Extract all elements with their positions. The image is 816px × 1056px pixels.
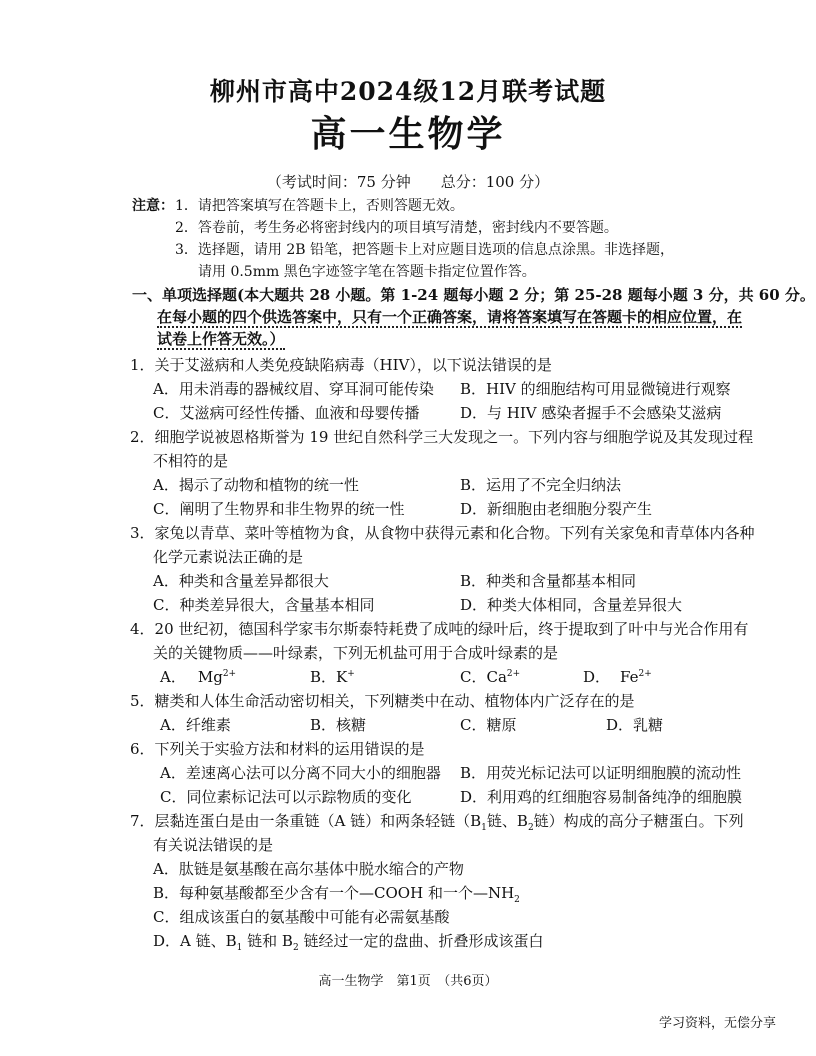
option-b: B．种类和含量都基本相同 [460, 572, 637, 590]
question-stem: 5．糖类和人体生命活动密切相关，下列糖类中在动、植物体内广泛存在的是 [130, 692, 635, 710]
option-c: C．艾滋病可经性传播、血液和母婴传播 [153, 404, 420, 422]
option-d: D．与 HIV 感染者握手不会感染艾滋病 [460, 404, 722, 422]
subscript: 2 [514, 895, 520, 905]
option-a [160, 666, 236, 687]
option-a: A．纤维素 [160, 716, 231, 734]
option-c: C．种类差异很大，含量基本相同 [153, 596, 375, 614]
option-d [583, 666, 652, 687]
ion-charge: 2+ [638, 669, 652, 679]
stem-text: 链）构成的高分子糖蛋白。下列 [533, 812, 744, 830]
notice-item-3: 3．选择题，请用 2B 铅笔，把答题卡上对应题目选项的信息点涂黑。非选择题， [175, 242, 675, 258]
option-c: C．组成该蛋白的氨基酸中可能有必需氨基酸 [153, 908, 450, 926]
subject-title: 高一生物学 [310, 113, 506, 155]
question-stem-cont: 有关说法错误的是 [153, 836, 274, 854]
section-heading-text: 试卷上作答无效。） [157, 330, 285, 348]
option-b: B．核糖 [310, 716, 367, 734]
ion-charge: + [347, 669, 355, 679]
option-b: B．HIV 的细胞结构可用显微镜进行观察 [460, 380, 731, 398]
option-b [153, 882, 520, 905]
option-text: B．每种氨基酸都至少含有一个—COOH 和一个—NH [153, 884, 515, 902]
option-d [153, 930, 543, 953]
option-c: C．同位素标记法可以示踪物质的变化 [160, 788, 412, 806]
option-a: A．用未消毒的器械纹眉、穿耳洞可能传染 [153, 380, 434, 398]
question-stem: 4．20 世纪初，德国科学家韦尔斯泰特耗费了成吨的绿叶后，终于提取到了叶中与光合作用有 [130, 620, 749, 638]
section-heading-text: 在每小题的四个供选答案中，只有一个正确答案，请将答案填写在答题卡的相应位置，在 [157, 308, 743, 326]
option-a: A．肽链是氨基酸在高尔基体中脱水缩合的产物 [153, 860, 464, 878]
question-stem: 3．家兔以青草、菜叶等植物为食，从食物中获得元素和化合物。下列有关家兔和青草体内各种 [130, 524, 755, 542]
option-label: A． [160, 668, 186, 686]
notice-item-3-cont: 请用 0.5mm 黑色字迹签字笔在答题卡指定位置作答。 [198, 264, 536, 280]
section-heading-line-3 [157, 328, 285, 349]
option-label: D． [583, 668, 611, 686]
option-a: A．揭示了动物和植物的统一性 [153, 476, 359, 494]
option-b: B．运用了不完全归纳法 [460, 476, 622, 494]
subscript: 2 [527, 823, 534, 833]
option-d: D．新细胞由老细胞分裂产生 [460, 500, 653, 518]
notice-item-2: 2．答卷前，考生务必将密封线内的项目填写清楚，密封线内不要答题。 [175, 220, 618, 236]
question-stem: 2．细胞学说被恩格斯誉为 19 世纪自然科学三大发现之一。下列内容与细胞学说及其发现过程 [130, 428, 754, 446]
ion-charge: 2+ [506, 669, 521, 679]
option-d: D．种类大体相同，含量差异很大 [460, 596, 683, 614]
stem-text: 7．层黏连蛋白是由一条重链（A 链）和两条轻链（B [130, 812, 482, 830]
option-a: A．差速离心法可以分离不同大小的细胞器 [160, 764, 441, 782]
option-c: C．糖原 [460, 716, 517, 734]
question-stem: 6．下列关于实验方法和材料的运用错误的是 [130, 740, 425, 758]
option-text: D．A 链、B [153, 932, 237, 950]
question-stem-cont: 不相符的是 [153, 452, 229, 470]
section-heading-line-2 [157, 306, 742, 327]
option-label: C． [460, 668, 487, 686]
option-a: A．种类和含量差异都很大 [153, 572, 329, 590]
question-stem-cont: 关的关键物质——叶绿素，下列无机盐可用于合成叶绿素的是 [153, 644, 559, 662]
page-footer: 高一生物学 第1页 （共6页） [318, 974, 498, 989]
option-c [460, 666, 520, 687]
question-stem-cont: 化学元素说法正确的是 [153, 548, 304, 566]
exam-info: （考试时间：75 分钟 总分：100 分） [266, 173, 550, 191]
option-label: B． [310, 668, 337, 686]
option-text: 链经过一定的盘曲、折叠形成该蛋白 [298, 932, 544, 950]
section-heading-line-1: 一、单项选择题(本大题共 28 小题。第 1-24 题每小题 2 分；第 25-28 题每小题 3 分，共 60 分。 [132, 286, 815, 304]
option-b [310, 666, 355, 687]
option-b: B．用荧光标记法可以证明细胞膜的流动性 [460, 764, 742, 782]
share-note: 学习资料，无偿分享 [658, 1016, 776, 1031]
ion-charge: 2+ [222, 669, 237, 679]
subscript: 1 [236, 943, 243, 953]
ion: K [336, 668, 348, 686]
subscript: 2 [292, 943, 299, 953]
ion: Ca [486, 668, 507, 686]
ion: Fe [620, 668, 639, 686]
option-d: D．利用鸡的红细胞容易制备纯净的细胞膜 [460, 788, 743, 806]
subscript: 1 [481, 823, 487, 833]
notice-label: 注意： [132, 198, 174, 214]
option-c: C．阐明了生物界和非生物界的统一性 [153, 500, 405, 518]
stem-text: 链、B [486, 812, 528, 830]
notice-item-1: 1．请把答案填写在答题卡上，否则答题无效。 [175, 198, 464, 214]
option-text: 链和 B [242, 932, 293, 950]
option-d: D．乳糖 [606, 716, 664, 734]
ion: Mg [197, 668, 223, 686]
question-stem [130, 810, 744, 833]
question-stem: 1．关于艾滋病和人类免疫缺陷病毒（HIV），以下说法错误的是 [130, 356, 552, 374]
exam-title: 柳州市高中2024级12月联考试题 [209, 77, 607, 106]
